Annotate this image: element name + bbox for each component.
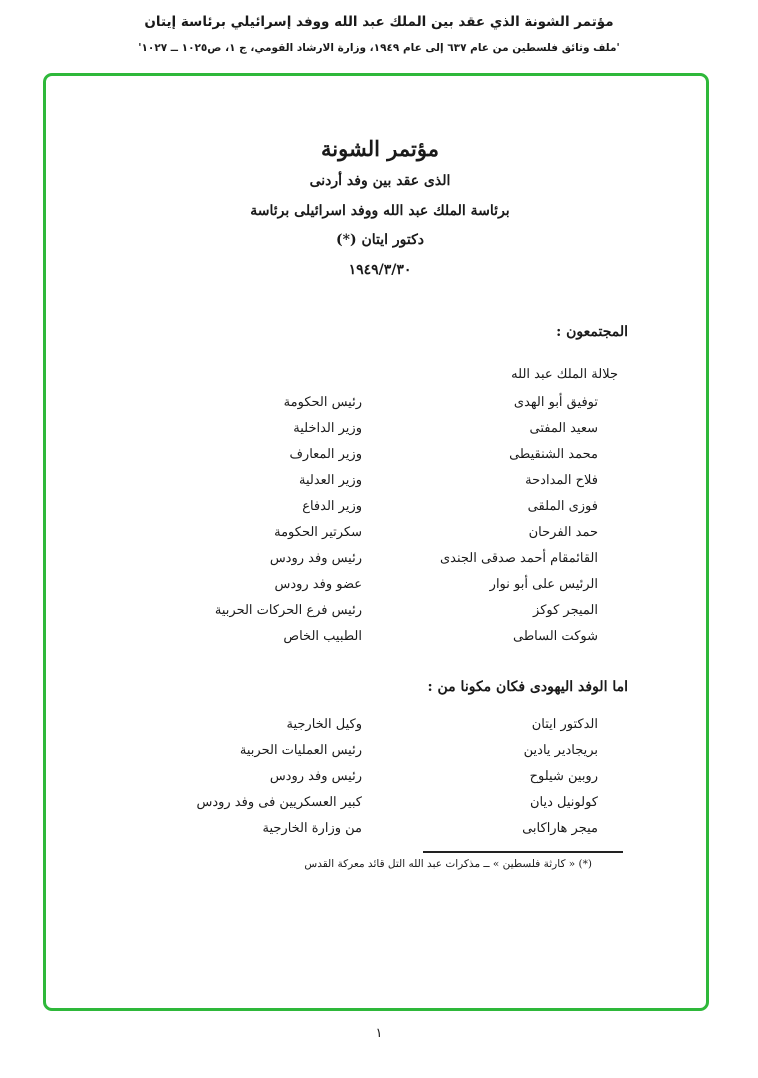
document-page xyxy=(40,84,720,984)
attendee-role: عضو وفد رودس xyxy=(274,577,362,592)
attendee-name: سعيد المفتى xyxy=(529,421,598,436)
attendee-name: فلاح المدادحة xyxy=(525,473,598,488)
attendee-role: رئيس العمليات الحربية xyxy=(239,743,362,758)
attendee-name: محمد الشنقيطى xyxy=(509,447,598,462)
attendee-name: القائمقام أحمد صدقى الجندى xyxy=(439,551,598,566)
attendee-name: الرئيس على أبو نوار xyxy=(489,577,598,592)
attendee-name: فوزى الملقى xyxy=(527,499,598,514)
attendee-name: توفيق أبو الهدى xyxy=(513,395,598,410)
header-title: مؤتمر الشونة الذي عقد بين الملك عبد الله ووفد إسرائيلي برئاسة إيتان xyxy=(144,14,614,30)
attendee-name: كولونيل ديان xyxy=(529,795,598,810)
page-number: ١ xyxy=(375,1026,383,1041)
attendee-name: ميجر هاراكابى xyxy=(522,821,598,836)
attendee-name: الدكتور ايتان xyxy=(531,717,598,732)
attendee-role: سكرتير الحكومة xyxy=(274,525,362,540)
attendee-role: رئيس وفد رودس xyxy=(269,551,362,566)
attendee-role: الطبيب الخاص xyxy=(283,629,362,644)
attendee-role: وزير العدلية xyxy=(298,473,362,488)
footnote-divider xyxy=(423,851,623,853)
document-date: ١٩٤٩/٣/٣٠ xyxy=(348,262,412,278)
attendee-name: شوكت الساطى xyxy=(512,629,598,644)
subtitle-line: برئاسة الملك عبد الله ووفد اسرائيلى برئاسة xyxy=(250,203,510,219)
attendee-role: وزير الداخلية xyxy=(293,421,362,436)
footnote: (*) « كارثة فلسطين » ــ مذكرات عبد الله التل قائد معركة القدس xyxy=(304,858,592,870)
attendee-name: روبين شيلوح xyxy=(529,769,598,784)
attendee-role: من وزارة الخارجية xyxy=(262,821,362,836)
attendee-role: رئيس فرع الحركات الحربية xyxy=(214,603,362,618)
header-source: 'ملف وثائق فلسطين من عام ٦٣٧ إلى عام ١٩٤٩، وزارة الارشاد القومي، ج ١، ص١٠٢٥ ــ ١٠٢٧' xyxy=(138,42,620,54)
document-title: مؤتمر الشونة xyxy=(321,136,439,161)
israeli-delegation-heading: اما الوفد اليهودى فكان مكونا من : xyxy=(427,679,628,695)
attendees-heading: المجتمعون : xyxy=(556,324,628,340)
subtitle-line: دكتور ايتان (*) xyxy=(336,232,424,248)
attendee-role: رئيس الحكومة xyxy=(283,395,362,410)
attendee-role: كبير العسكريين فى وفد رودس xyxy=(196,795,362,810)
attendee-role: وزير المعارف xyxy=(289,447,362,462)
king-name: جلالة الملك عبد الله xyxy=(511,367,618,382)
attendee-name: الميجر كوكز xyxy=(533,603,598,618)
attendee-role: وكيل الخارجية xyxy=(286,717,362,732)
attendee-name: بريجادير يادين xyxy=(523,743,598,758)
subtitle-line: الذى عقد بين وفد أردنى xyxy=(309,173,451,189)
attendee-name: حمد الفرحان xyxy=(528,525,598,540)
attendee-role: رئيس وفد رودس xyxy=(269,769,362,784)
attendee-role: وزير الدفاع xyxy=(302,499,362,514)
